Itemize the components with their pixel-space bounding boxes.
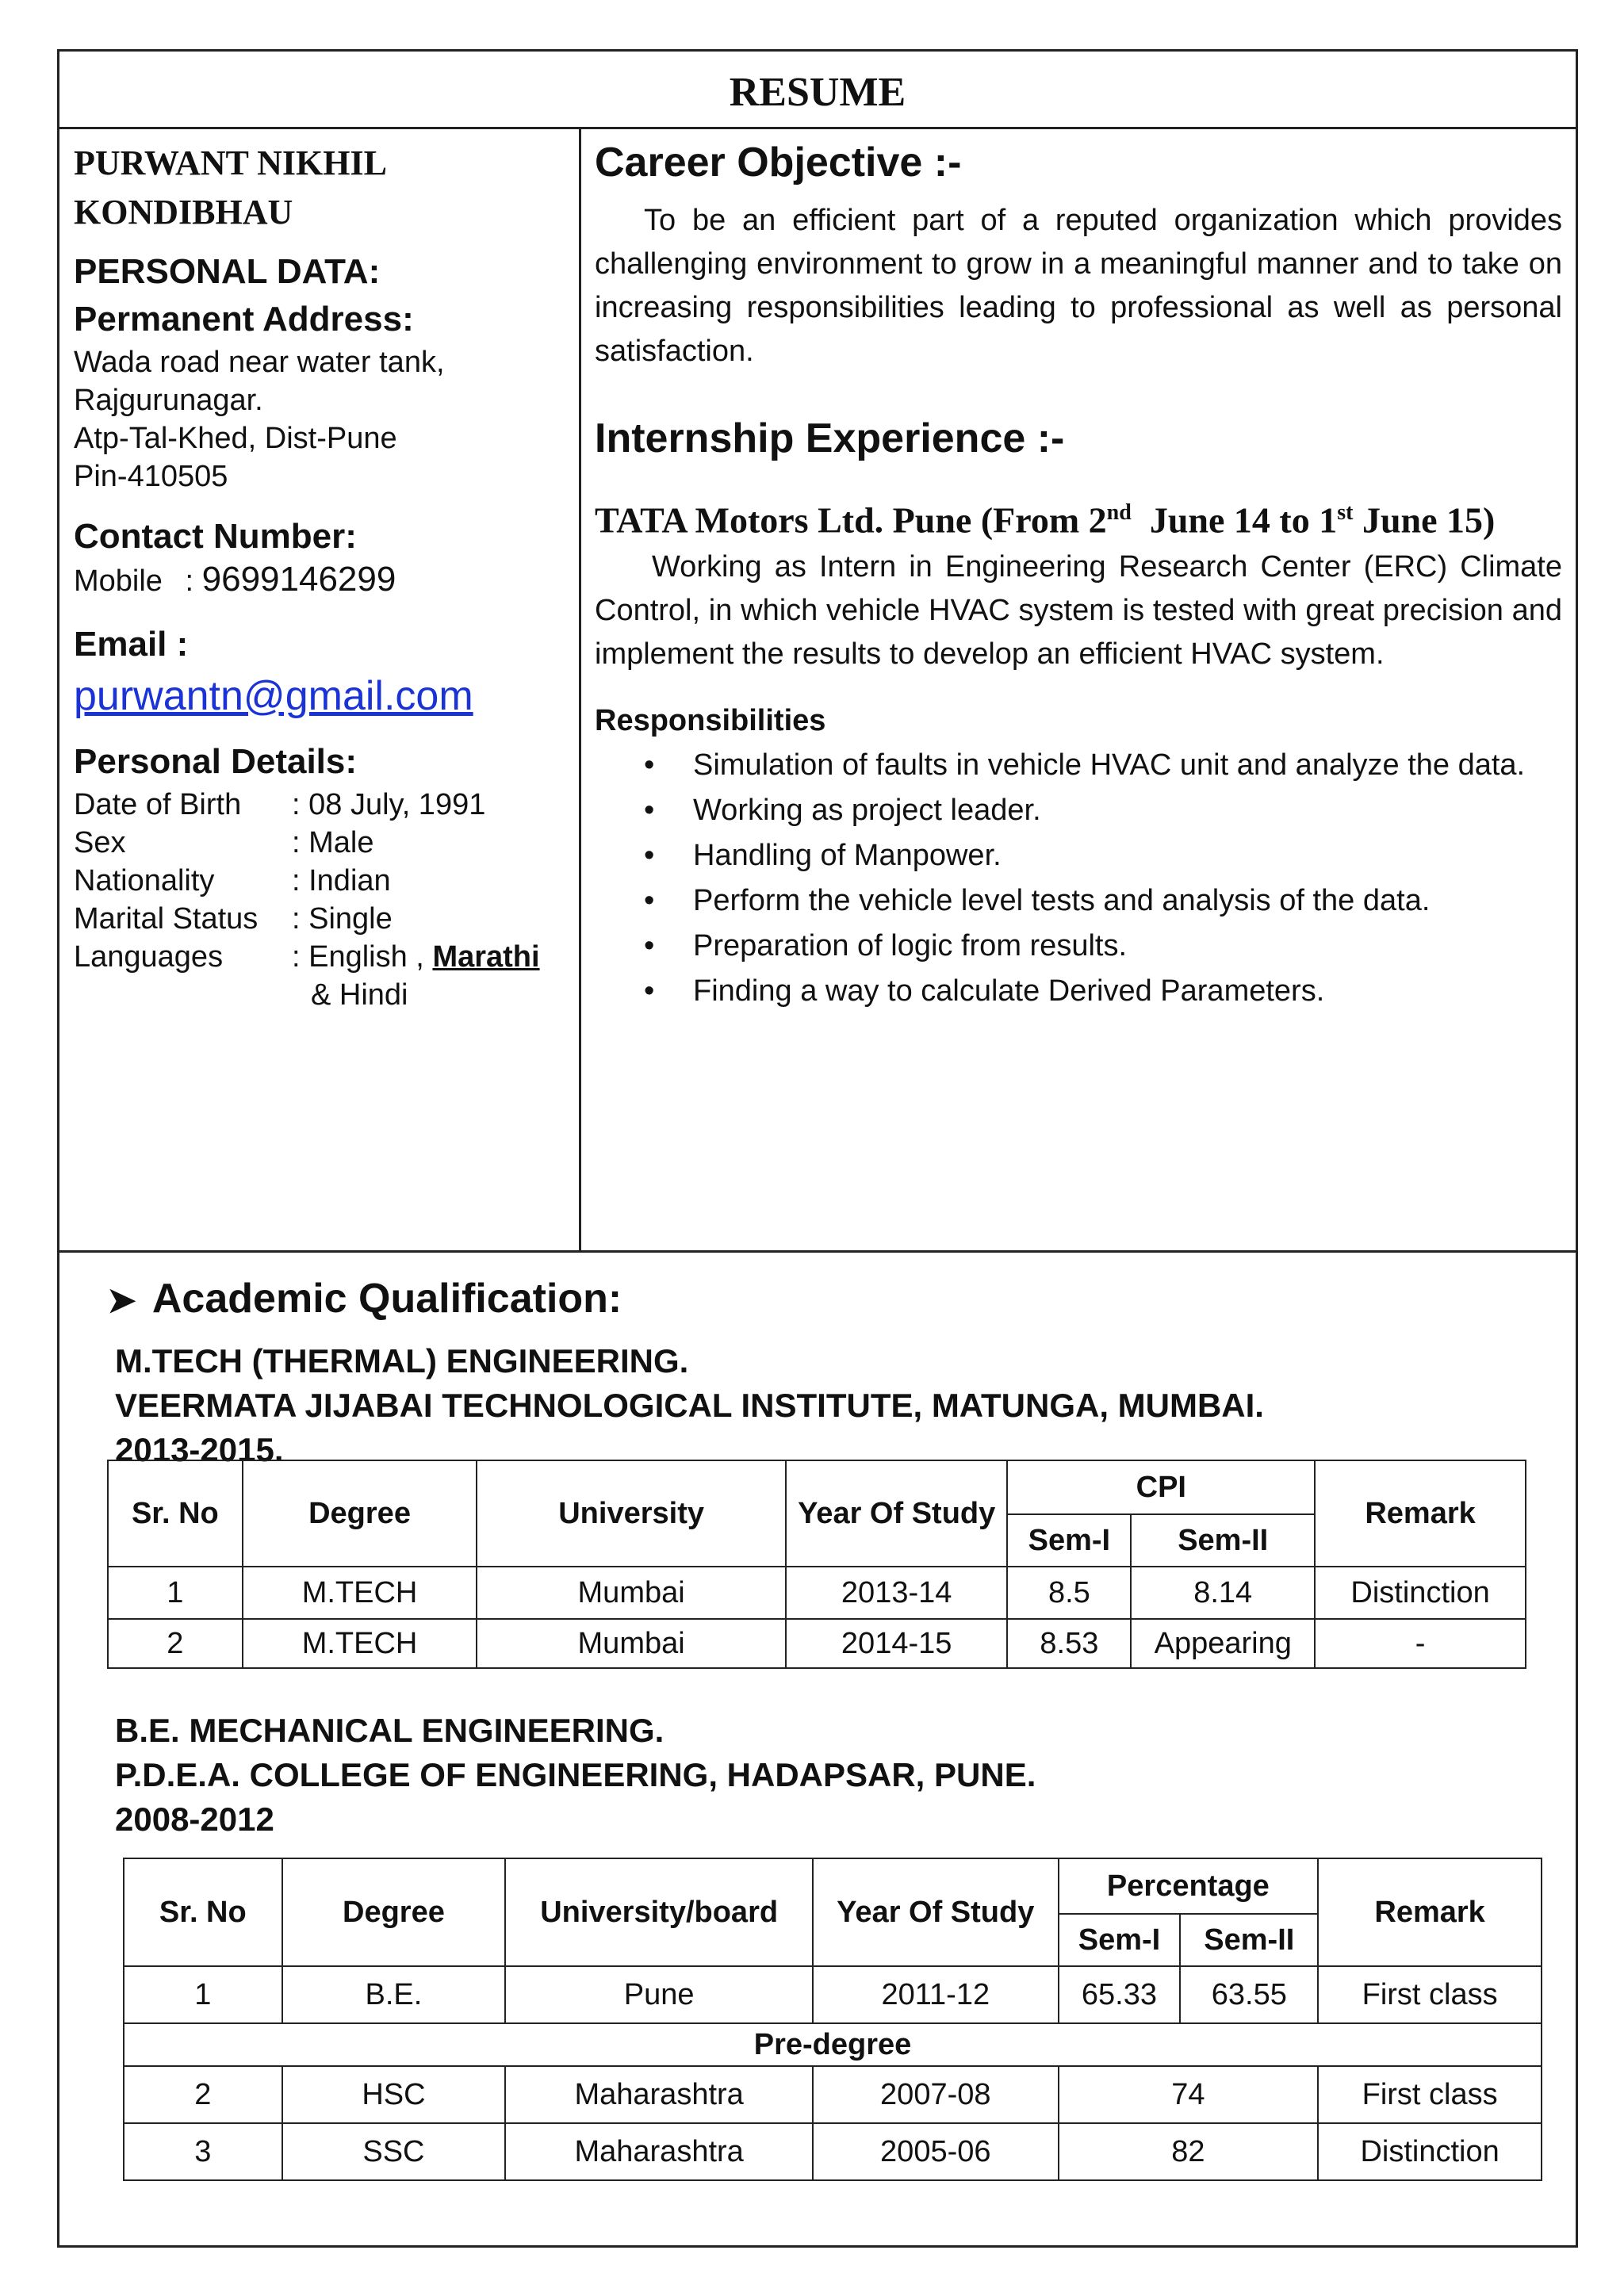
personal-details-list — [74, 786, 569, 1014]
table-cell: 3 — [124, 2123, 282, 2180]
table-header: Sem-I — [1059, 1914, 1181, 1966]
table-header: Degree — [243, 1460, 477, 1567]
language-marathi: Marathi — [432, 940, 540, 974]
permanent-address-heading: Permanent Address: — [74, 300, 414, 339]
table-cell: B.E. — [282, 1966, 506, 2023]
table-cell: 65.33 — [1059, 1966, 1181, 2023]
table-cell: Maharashtra — [505, 2123, 813, 2180]
table-cell: First class — [1318, 2066, 1542, 2123]
table-cell: 1 — [108, 1567, 243, 1619]
table-row — [124, 2066, 1542, 2123]
address-line: Atp-Tal-Khed, Dist-Pune — [74, 422, 397, 455]
detail-label: Marital Status — [74, 902, 259, 936]
table-row — [108, 1567, 1526, 1619]
table-cell: 2013-14 — [786, 1567, 1008, 1619]
table-cell: 2 — [108, 1619, 243, 1668]
resume-frame — [57, 49, 1578, 2248]
address-line: Rajgurunagar. — [74, 384, 263, 417]
table-header: Sem-II — [1131, 1514, 1315, 1567]
mtech-table — [107, 1460, 1526, 1669]
mobile-row — [74, 561, 569, 600]
right-column — [595, 131, 1562, 1014]
table-cell: 2005-06 — [813, 2123, 1059, 2180]
detail-value: : Male — [292, 826, 374, 859]
address-line: Pin-410505 — [74, 460, 228, 493]
internship-text: Working as Intern in Engineering Research Center (ERC) Climate Control, in which vehicle HVAC system is tested with great precision and implement the results to develop an efficient HVAC system. — [595, 550, 1562, 672]
column-divider — [579, 127, 581, 1253]
table-header: CPI — [1007, 1460, 1315, 1514]
table-cell: 8.5 — [1007, 1567, 1131, 1619]
table-cell: Mumbai — [477, 1567, 786, 1619]
table-cell: M.TECH — [243, 1567, 477, 1619]
languages-row — [74, 938, 569, 1014]
detail-label: Sex — [74, 826, 126, 859]
company-text: June 14 to 1 — [1149, 499, 1338, 541]
list-item: • Finding a way to calculate Derived Parameters. — [595, 969, 1562, 1014]
detail-value: : Single — [292, 902, 393, 936]
section-divider — [59, 1250, 1576, 1253]
detail-row — [74, 824, 569, 862]
table-cell: 2007-08 — [813, 2066, 1059, 2123]
languages-value — [292, 938, 569, 1014]
name-line-2: KONDIBHAU — [74, 193, 293, 232]
detail-label: Date of Birth — [74, 788, 242, 821]
personal-details-heading: Personal Details: — [74, 742, 358, 781]
table-cell: 1 — [124, 1966, 282, 2023]
detail-row — [74, 786, 569, 824]
name-line-1: PURWANT NIKHIL — [74, 144, 387, 182]
list-item: • Preparation of logic from results. — [595, 924, 1562, 969]
list-item: • Handling of Manpower. — [595, 833, 1562, 878]
academic-section — [107, 1261, 1550, 1472]
list-item: • Simulation of faults in vehicle HVAC unit and analyze the data. — [595, 743, 1562, 788]
table-cell: SSC — [282, 2123, 506, 2180]
be-table — [123, 1858, 1542, 2181]
table-cell: M.TECH — [243, 1619, 477, 1668]
detail-value: : Indian — [292, 864, 391, 897]
table-cell: - — [1315, 1619, 1526, 1668]
languages-prefix: : English , — [292, 940, 424, 974]
academic-heading — [107, 1261, 1550, 1339]
table-cell: 2011-12 — [813, 1966, 1059, 2023]
arrow-bullet-icon: ➤ — [107, 1281, 136, 1320]
table-cell: 63.55 — [1180, 1966, 1318, 2023]
table-cell: 74 — [1059, 2066, 1319, 2123]
contact-heading: Contact Number: — [74, 517, 357, 556]
table-header: University/board — [505, 1858, 813, 1966]
responsibilities-list — [595, 743, 1562, 1014]
table-header: Sr. No — [108, 1460, 243, 1567]
table-cell: Maharashtra — [505, 2066, 813, 2123]
detail-row — [74, 862, 569, 900]
career-objective-text: To be an efficient part of a reputed organization which provides challenging environment to grow in a meaningful manner and to take on increasing responsibilities leading to professional as well as personal satisfaction. — [595, 204, 1562, 368]
language-hindi: & Hindi — [311, 978, 408, 1012]
address-line: Wada road near water tank, — [74, 346, 445, 379]
mtech-line: VEERMATA JIJABAI TECHNOLOGICAL INSTITUTE, MATUNGA, MUMBAI. — [115, 1387, 1264, 1424]
table-row — [108, 1619, 1526, 1668]
be-line: P.D.E.A. COLLEGE OF ENGINEERING, HADAPSAR, PUNE. — [115, 1756, 1036, 1793]
table-header: Sem-II — [1180, 1914, 1318, 1966]
table-cell: Pune — [505, 1966, 813, 2023]
table-header: Percentage — [1059, 1858, 1319, 1914]
mobile-label: Mobile — [74, 564, 163, 598]
mobile-separator: : — [185, 564, 194, 598]
mtech-block — [115, 1339, 1550, 1472]
email-link[interactable]: purwantn@gmail.com — [74, 673, 473, 719]
email-heading: Email : — [74, 625, 189, 664]
career-objective-heading: Career Objective :- — [595, 140, 962, 186]
detail-label: Nationality — [74, 864, 215, 897]
table-header: Degree — [282, 1858, 506, 1966]
detail-row — [74, 900, 569, 938]
mtech-line: M.TECH (THERMAL) ENGINEERING. — [115, 1342, 689, 1380]
title-row — [59, 52, 1576, 129]
be-line: B.E. MECHANICAL ENGINEERING. — [115, 1712, 665, 1749]
company-text: June 15) — [1362, 499, 1496, 541]
table-cell: Distinction — [1318, 2123, 1542, 2180]
personal-data-heading: PERSONAL DATA: — [74, 252, 381, 291]
table-header: Remark — [1318, 1858, 1542, 1966]
list-item: • Perform the vehicle level tests and analysis of the data. — [595, 878, 1562, 924]
ordinal-suffix: st — [1337, 500, 1354, 525]
table-row — [124, 1966, 1542, 2023]
table-cell: 82 — [1059, 2123, 1319, 2180]
company-text: TATA Motors Ltd. Pune (From 2 — [595, 499, 1107, 541]
table-header: Remark — [1315, 1460, 1526, 1567]
company-line — [595, 488, 1562, 545]
table-header: Year Of Study — [813, 1858, 1059, 1966]
table-cell: Mumbai — [477, 1619, 786, 1668]
table-cell: Distinction — [1315, 1567, 1526, 1619]
mobile-number: 9699146299 — [201, 560, 396, 599]
ordinal-suffix: nd — [1106, 500, 1132, 525]
table-cell: 2 — [124, 2066, 282, 2123]
academic-heading-text: Academic Qualification: — [151, 1276, 622, 1322]
mtech-line: 2013-2015. — [115, 1431, 284, 1468]
address-block — [74, 343, 569, 496]
list-item: • Working as project leader. — [595, 788, 1562, 833]
be-line: 2008-2012 — [115, 1800, 274, 1838]
languages-label: Languages — [74, 940, 224, 974]
left-column — [74, 139, 569, 1014]
table-cell: 8.14 — [1131, 1567, 1315, 1619]
table-header: Year Of Study — [786, 1460, 1008, 1567]
table-cell: 2014-15 — [786, 1619, 1008, 1668]
table-row — [124, 2123, 1542, 2180]
pre-degree-label: Pre-degree — [124, 2023, 1542, 2066]
detail-value: : 08 July, 1991 — [292, 788, 486, 821]
table-cell: 8.53 — [1007, 1619, 1131, 1668]
be-block — [115, 1709, 1036, 1842]
pre-degree-row — [124, 2023, 1542, 2066]
candidate-name — [74, 139, 569, 237]
table-cell: Appearing — [1131, 1619, 1315, 1668]
table-header: Sr. No — [124, 1858, 282, 1966]
table-header: University — [477, 1460, 786, 1567]
table-cell: First class — [1318, 1966, 1542, 2023]
responsibilities-heading: Responsibilities — [595, 704, 826, 738]
internship-heading: Internship Experience :- — [595, 415, 1065, 461]
resume-title: RESUME — [729, 70, 906, 115]
table-cell: HSC — [282, 2066, 506, 2123]
table-header: Sem-I — [1007, 1514, 1131, 1567]
